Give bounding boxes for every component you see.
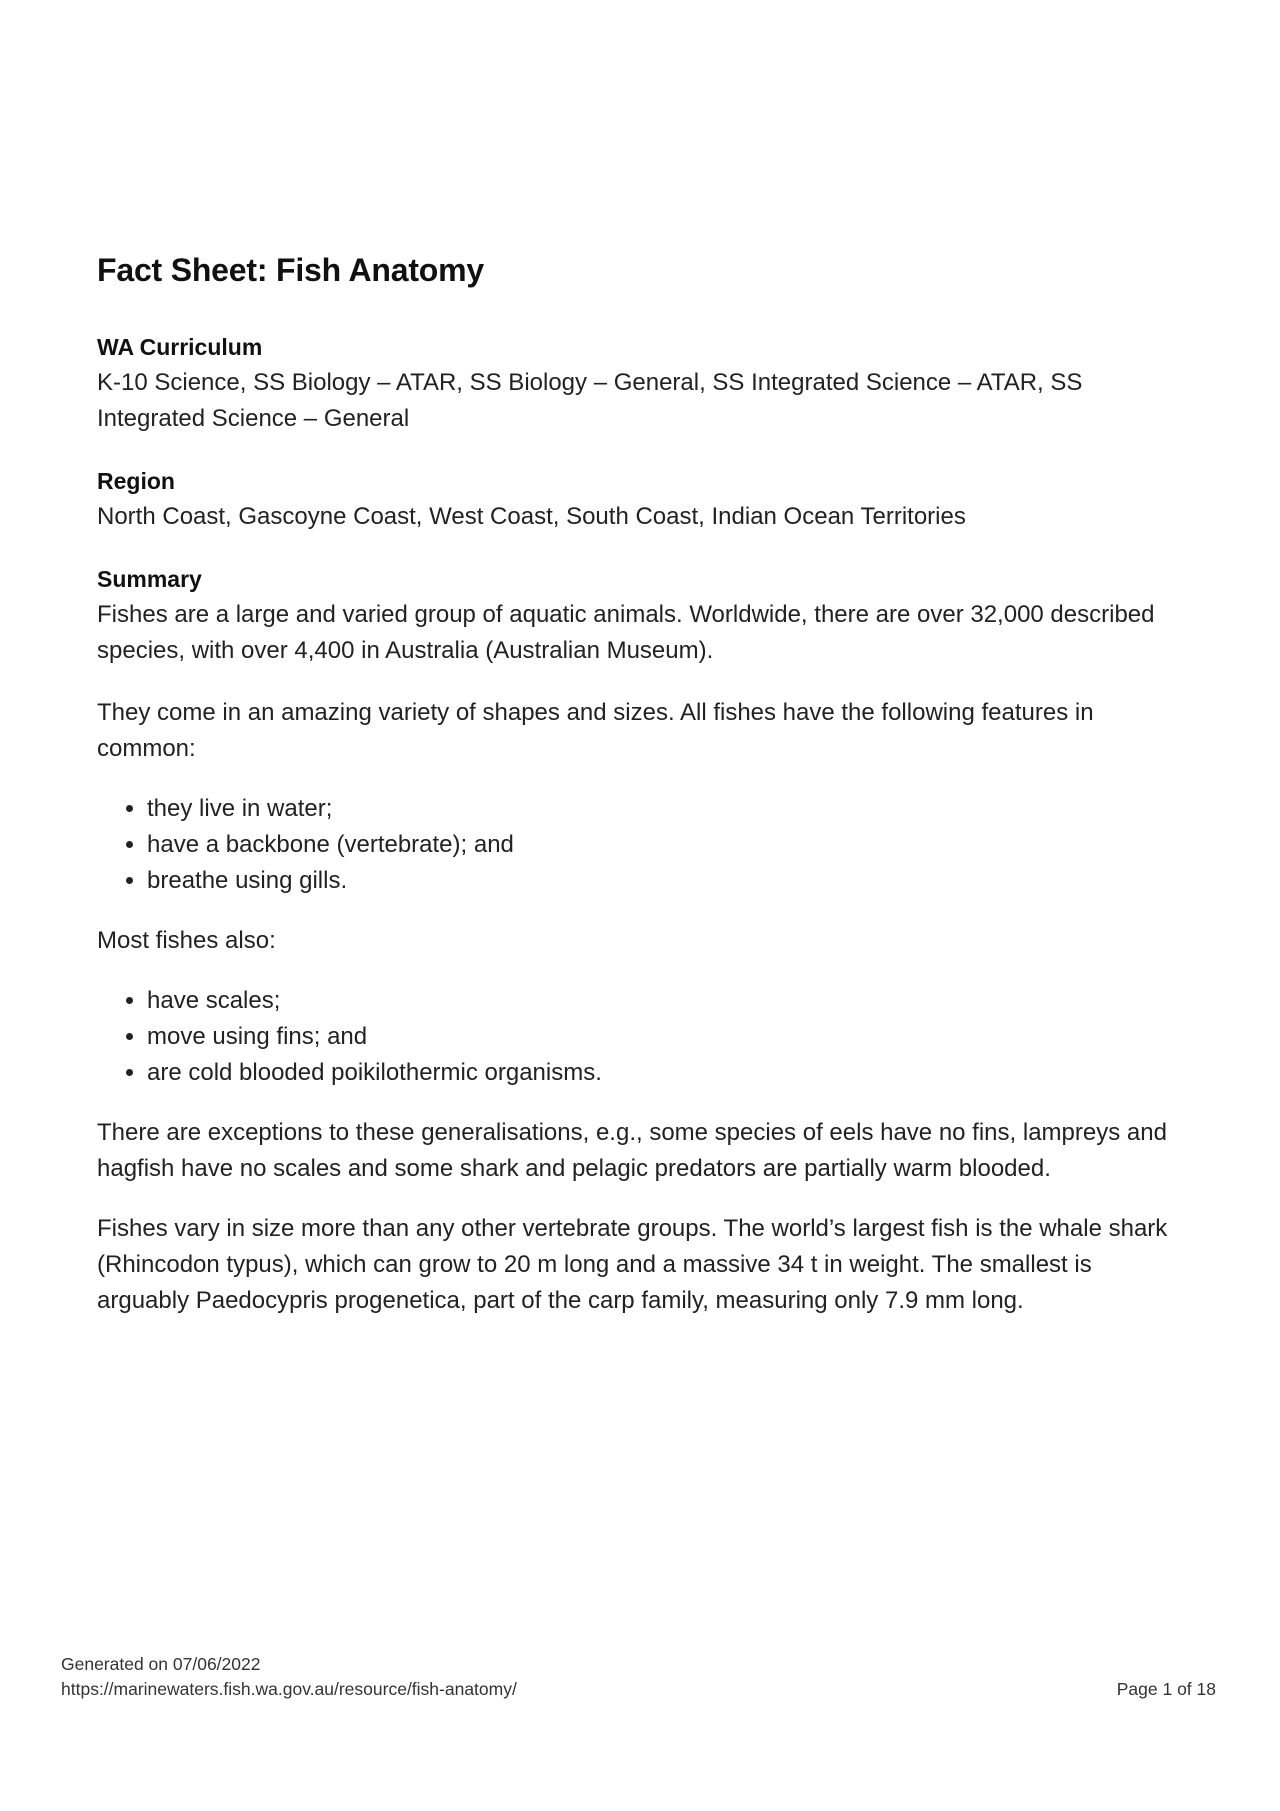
section-text: Fishes are a large and varied group of aquatic animals. Worldwide, there are over 32,000 described species, with over 4,400 in Australia (Australian Museum).	[97, 601, 1155, 664]
list-item: • move using fins; and	[147, 1019, 1187, 1055]
common-features-list	[97, 791, 1187, 899]
section-region	[97, 463, 1187, 535]
list-item: • are cold blooded poikilothermic organisms.	[147, 1055, 1187, 1091]
features-intro-paragraph: They come in an amazing variety of shapes and sizes. All fishes have the following features in common:	[97, 699, 1094, 762]
list-item: • have scales;	[147, 983, 1187, 1019]
most-fishes-paragraph: Most fishes also:	[97, 927, 276, 954]
document-page	[97, 252, 1187, 1343]
size-paragraph: Fishes vary in size more than any other vertebrate groups. The world’s largest fish is the whale shark (Rhincodon typus), which can grow to 20 m long and a massive 34 t in weight. The smallest is arguably Paedocypris progenetica, part of the carp family, measuring only 7.9 mm long.	[97, 1215, 1168, 1314]
section-heading: Summary	[97, 566, 202, 592]
section-heading: Region	[97, 468, 175, 494]
source-url: https://marinewaters.fish.wa.gov.au/resource/fish-anatomy/	[61, 1679, 517, 1699]
list-item: • they live in water;	[147, 791, 1187, 827]
page-title: Fact Sheet: Fish Anatomy	[97, 252, 484, 288]
most-features-list	[97, 983, 1187, 1091]
footer-meta	[61, 1652, 517, 1702]
section-text: K-10 Science, SS Biology – ATAR, SS Biology – General, SS Integrated Science – ATAR, SS Integrated Science – General	[97, 369, 1083, 432]
section-heading: WA Curriculum	[97, 334, 263, 360]
section-summary	[97, 561, 1187, 669]
list-item: • breathe using gills.	[147, 863, 1187, 899]
page-number: Page 1 of 18	[1116, 1679, 1216, 1699]
generated-date: Generated on 07/06/2022	[61, 1654, 261, 1674]
list-item: • have a backbone (vertebrate); and	[147, 827, 1187, 863]
section-wa-curriculum	[97, 329, 1187, 437]
section-text: North Coast, Gascoyne Coast, West Coast, South Coast, Indian Ocean Territories	[97, 503, 966, 530]
exceptions-paragraph: There are exceptions to these generalisations, e.g., some species of eels have no fins, lampreys and hagfish have no scales and some shark and pelagic predators are partially warm blooded.	[97, 1119, 1167, 1182]
